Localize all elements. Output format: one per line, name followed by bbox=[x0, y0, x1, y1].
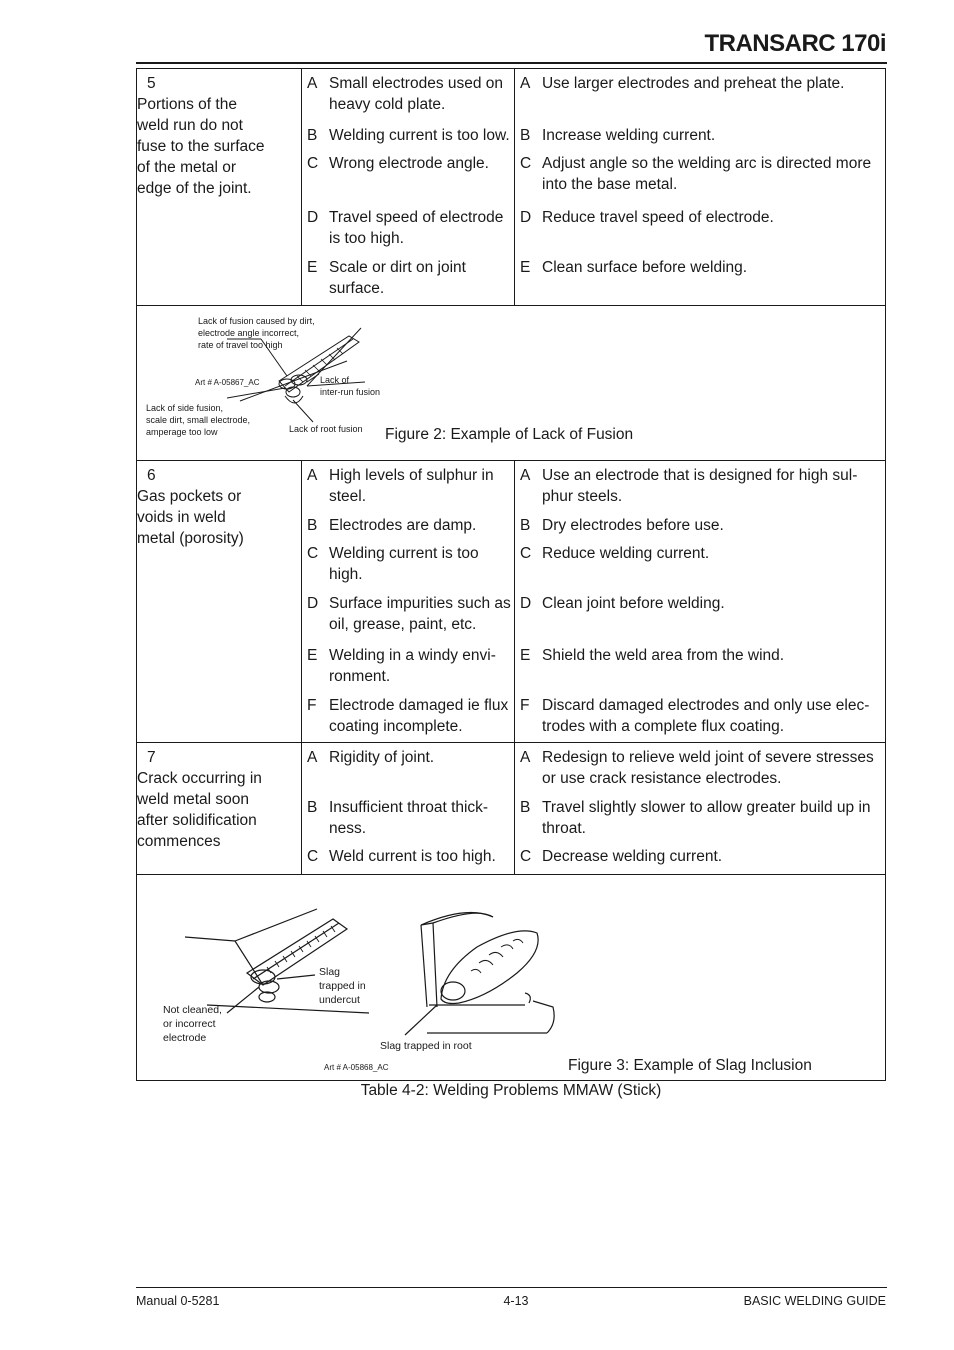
lack-of-fusion-figure bbox=[137, 306, 885, 460]
svg-text:scale dirt, small electrode,: scale dirt, small electrode, bbox=[146, 415, 251, 425]
figure-row bbox=[137, 306, 886, 461]
remedy-item: C Reduce welding current. bbox=[520, 545, 710, 562]
cause-item: C Wrong electrode angle. bbox=[307, 155, 489, 172]
remedy-item: A Use an electrode that is designed for high sul-phur steels. bbox=[520, 467, 858, 505]
problem-number: 5 bbox=[147, 75, 156, 92]
table-caption: Table 4-2: Welding Problems MMAW (Stick) bbox=[360, 1082, 662, 1099]
svg-text:inter-run fusion: inter-run fusion bbox=[320, 387, 381, 397]
svg-text:rate of travel too high: rate of travel too high bbox=[198, 340, 283, 350]
svg-text:or incorrect: or incorrect bbox=[163, 1018, 216, 1030]
cause-item: B Insufficient throat thick-ness. bbox=[307, 799, 489, 837]
svg-text:electrode angle incorrect,: electrode angle incorrect, bbox=[198, 328, 300, 338]
art-number: Art # A-05867_AC bbox=[195, 378, 260, 387]
label-slag-root: Slag trapped in root bbox=[380, 1040, 472, 1052]
svg-text:trapped in: trapped in bbox=[319, 980, 366, 992]
cause-item: E Scale or dirt on joint surface. bbox=[307, 259, 466, 297]
remedy-item: D Reduce travel speed of electrode. bbox=[520, 209, 774, 226]
problem-description: Crack occurring in weld metal soon after solidification commences bbox=[137, 770, 262, 850]
label-not-cleaned: Not cleaned, bbox=[163, 1004, 222, 1016]
cause-item: C Welding current is too high. bbox=[307, 545, 479, 583]
slag-inclusion-figure bbox=[137, 875, 885, 1080]
label-root-fusion: Lack of root fusion bbox=[289, 424, 363, 434]
figure-2-caption: Figure 2: Example of Lack of Fusion bbox=[385, 426, 634, 443]
svg-text:electrode: electrode bbox=[163, 1032, 207, 1044]
remedy-item: B Increase welding current. bbox=[520, 127, 716, 144]
remedy-item: A Use larger electrodes and preheat the plate. bbox=[520, 75, 845, 92]
svg-text:amperage too low: amperage too low bbox=[146, 427, 218, 437]
cause-item: D Surface impurities such as oil, grease, paint, etc. bbox=[307, 595, 511, 633]
footer-page-number: 4-13 bbox=[503, 1294, 529, 1308]
problem-description: Portions of the weld run do not fuse to the surface of the metal or edge of the joint. bbox=[137, 96, 265, 197]
cause-item: C Weld current is too high. bbox=[307, 848, 496, 865]
table-row bbox=[137, 461, 886, 743]
art-number: Art # A-05868_AC bbox=[324, 1063, 389, 1072]
remedy-item: B Travel slightly slower to allow greater build up in throat. bbox=[520, 799, 871, 837]
remedy-item: C Adjust angle so the welding arc is directed more into the base metal. bbox=[520, 155, 872, 193]
table-row bbox=[137, 743, 886, 875]
cause-item: F Electrode damaged ie flux coating incomplete. bbox=[307, 697, 509, 735]
cause-item: D Travel speed of electrode is too high. bbox=[307, 209, 504, 247]
problem-number: 6 bbox=[147, 467, 156, 484]
cause-item: A Small electrodes used on heavy cold plate. bbox=[307, 75, 504, 113]
footer-section-title: BASIC WELDING GUIDE bbox=[743, 1294, 886, 1308]
table-row bbox=[137, 69, 886, 306]
page-title: TRANSARC 170i bbox=[704, 30, 886, 57]
remedy-item: B Dry electrodes before use. bbox=[520, 517, 724, 534]
cause-item: B Electrodes are damp. bbox=[307, 517, 477, 534]
welding-problems-table bbox=[136, 68, 886, 1081]
label-slag-undercut: Slag bbox=[319, 966, 341, 978]
remedy-item: F Discard damaged electrodes and only use elec-trodes with a complete flux coating. bbox=[520, 697, 870, 735]
label-inter-run-fusion: Lack of bbox=[320, 375, 350, 385]
figure-3-caption: Figure 3: Example of Slag Inclusion bbox=[568, 1057, 812, 1074]
label-side-fusion: Lack of side fusion, bbox=[146, 403, 224, 413]
remedy-item: E Shield the weld area from the wind. bbox=[520, 647, 785, 664]
problem-number: 7 bbox=[147, 749, 156, 766]
footer-manual-number: Manual 0-5281 bbox=[136, 1294, 220, 1308]
figure-row bbox=[137, 875, 886, 1081]
problem-description: Gas pockets or voids in weld metal (porosity) bbox=[137, 488, 244, 547]
footer-rule bbox=[136, 1287, 887, 1288]
cause-item: A Rigidity of joint. bbox=[307, 749, 435, 766]
remedy-item: E Clean surface before welding. bbox=[520, 259, 748, 276]
label-lack-fusion-dirt: Lack of fusion caused by dirt, bbox=[198, 316, 315, 326]
svg-text:undercut: undercut bbox=[319, 994, 360, 1006]
header-rule bbox=[136, 62, 887, 64]
cause-item: E Welding in a windy envi-ronment. bbox=[307, 647, 496, 685]
remedy-item: A Redesign to relieve weld joint of severe stresses or use crack resistance electrodes. bbox=[520, 749, 874, 787]
cause-item: B Welding current is too low. bbox=[307, 127, 510, 144]
remedy-item: C Decrease welding current. bbox=[520, 848, 723, 865]
remedy-item: D Clean joint before welding. bbox=[520, 595, 725, 612]
cause-item: A High levels of sulphur in steel. bbox=[307, 467, 494, 505]
